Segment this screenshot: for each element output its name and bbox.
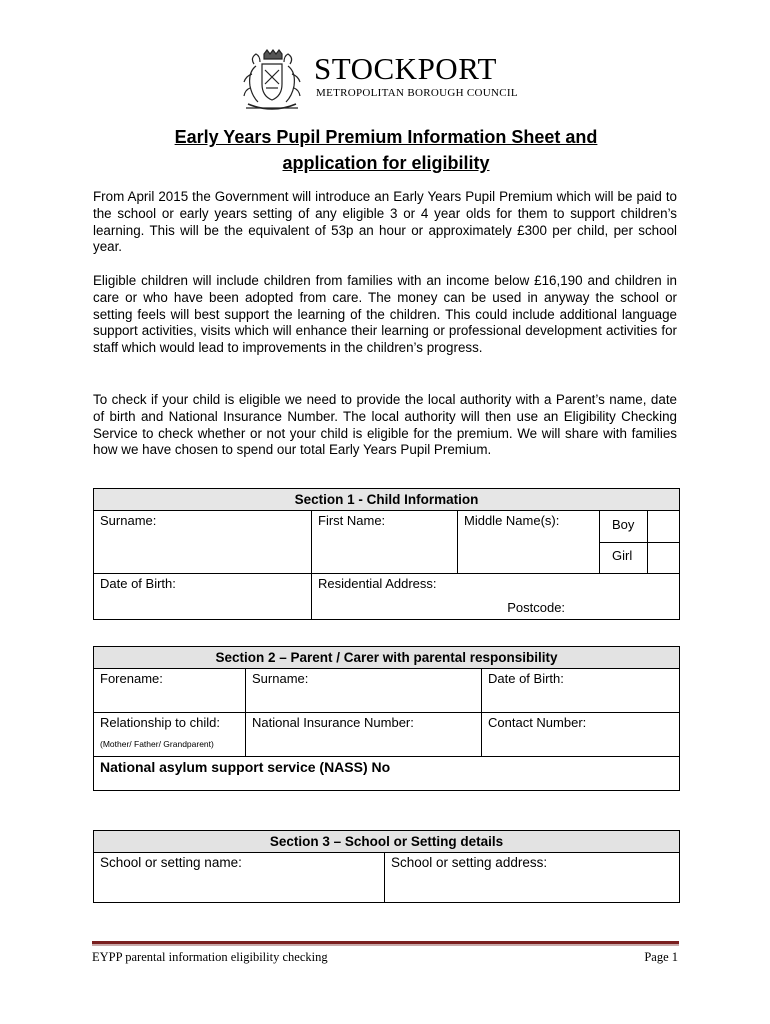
postcode-label: Postcode: xyxy=(507,600,566,615)
footer-divider xyxy=(92,941,679,946)
gender-boy-checkbox[interactable] xyxy=(648,511,680,543)
brand-subtitle: METROPOLITAN BOROUGH COUNCIL xyxy=(316,87,518,99)
parent-forename-label: Forename: xyxy=(100,671,163,686)
parent-surname-label: Surname: xyxy=(252,671,309,686)
section-2-heading: Section 2 – Parent / Carer with parental responsibility xyxy=(94,647,680,669)
school-address-field[interactable] xyxy=(385,853,680,903)
eligibility-paragraph: Eligible children will include children from families with an income below £16,190 and children in care or who have been adopted from care. The money can be used in anyway the school or setting feels will best support the learning of the children. This could include additional language support activities, visits which will enhance their learning or professional development activities for staff which would lead to improvements in the children’s progress. xyxy=(93,273,677,356)
ni-number-field[interactable] xyxy=(246,713,482,757)
residential-address-label: Residential Address: xyxy=(318,576,437,591)
brand-name: STOCKPORT xyxy=(314,51,497,86)
section-1-heading: Section 1 - Child Information xyxy=(94,489,680,511)
footer-page-number: Page 1 xyxy=(644,950,678,964)
page-title xyxy=(92,124,680,176)
child-middle-names-label: Middle Name(s): xyxy=(464,513,560,528)
council-header xyxy=(238,48,538,112)
school-name-field[interactable] xyxy=(94,853,385,903)
title-line-1: Early Years Pupil Premium Information Sheet and xyxy=(174,127,598,147)
residential-address-field[interactable] xyxy=(312,574,680,620)
coat-of-arms-icon xyxy=(238,48,306,112)
school-address-label: School or setting address: xyxy=(391,855,548,870)
intro-paragraph: From April 2015 the Government will introduce an Early Years Pupil Premium which will be paid to the school or early years setting of any eligible 3 or 4 year olds for them to support children’s learning. This will be the equivalent of 53p an hour or approximately £300 per child, per school year. xyxy=(93,189,677,255)
title-line-2: application for eligibility xyxy=(282,153,490,173)
parent-surname-field[interactable] xyxy=(246,669,482,713)
child-first-name-label: First Name: xyxy=(318,513,386,528)
parent-dob-field[interactable] xyxy=(482,669,680,713)
nass-field[interactable] xyxy=(94,757,680,791)
contact-number-field[interactable] xyxy=(482,713,680,757)
child-dob-label: Date of Birth: xyxy=(100,576,176,591)
child-surname-field[interactable] xyxy=(94,511,312,574)
child-first-name-field[interactable] xyxy=(312,511,458,574)
child-surname-label: Surname: xyxy=(100,513,157,528)
relationship-label: Relationship to child: xyxy=(100,715,220,730)
nass-label: National asylum support service (NASS) No xyxy=(100,759,391,775)
contact-number-label: Contact Number: xyxy=(488,715,587,730)
gender-boy-label: Boy xyxy=(600,511,648,543)
school-name-label: School or setting name: xyxy=(100,855,242,870)
checking-paragraph: To check if your child is eligible we need to provide the local authority with a Parent’s name, date of birth and National Insurance Number. The local authority will then use an Eligibility Checking Service to check whether or not your child is eligible for the premium. We will share with families how we have chosen to spend our total Early Years Pupil Premium. xyxy=(93,392,677,458)
child-dob-field[interactable] xyxy=(94,574,312,620)
section-2-table xyxy=(93,646,680,791)
child-middle-names-field[interactable] xyxy=(458,511,600,574)
relationship-field[interactable] xyxy=(94,713,246,757)
parent-forename-field[interactable] xyxy=(94,669,246,713)
relationship-note: (Mother/ Father/ Grandparent) xyxy=(100,739,214,749)
parent-dob-label: Date of Birth: xyxy=(488,671,564,686)
footer-document-title: EYPP parental information eligibility checking xyxy=(92,950,328,964)
ni-number-label: National Insurance Number: xyxy=(252,715,414,730)
section-3-table xyxy=(93,830,680,903)
section-3-heading: Section 3 – School or Setting details xyxy=(94,831,680,853)
gender-girl-checkbox[interactable] xyxy=(648,543,680,574)
section-1-table xyxy=(93,488,680,620)
gender-girl-label: Girl xyxy=(600,543,648,574)
